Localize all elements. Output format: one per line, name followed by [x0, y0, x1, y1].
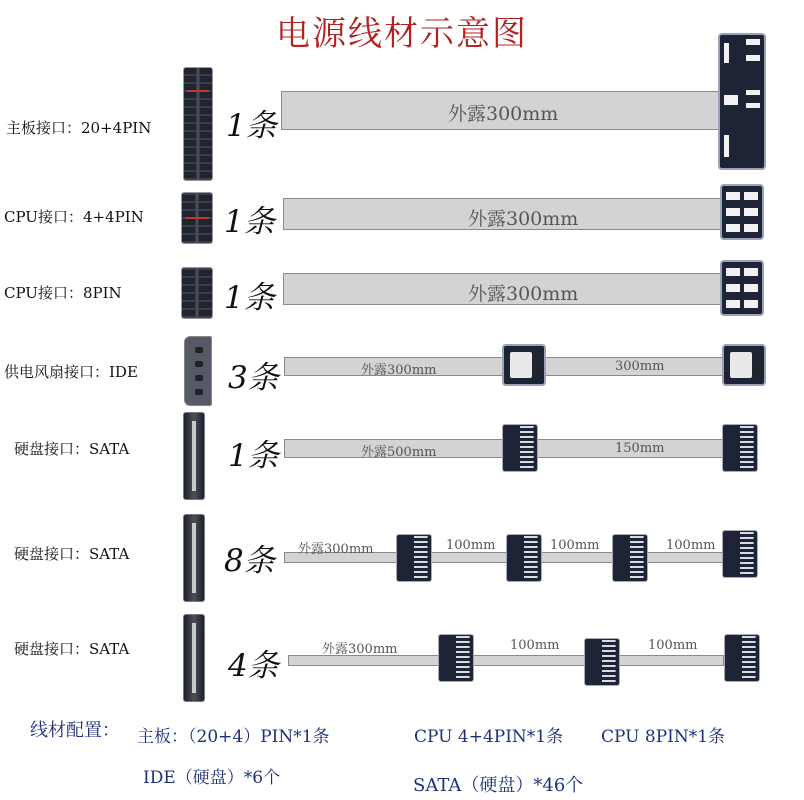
cable-bar: [283, 198, 723, 230]
sata-plug-icon: [438, 634, 474, 682]
molex-connector-icon: [184, 336, 212, 406]
cable-count: 1条: [224, 280, 275, 316]
config-item: CPU 4+4PIN*1条: [414, 727, 564, 747]
config-heading: 线材配置：: [30, 720, 120, 741]
sata-plug-icon: [722, 424, 758, 472]
page-title: 电源线材示意图: [276, 14, 528, 54]
cpu-8pin-connector-icon: [181, 267, 213, 319]
cpu-plug-icon: [720, 184, 764, 240]
cpu-8pin-plug-icon: [720, 260, 764, 316]
segment-label: 外露300mm: [361, 363, 437, 378]
atx-connector-icon: [183, 67, 213, 181]
cable-bar: [281, 91, 721, 130]
cable-bar: [283, 273, 723, 305]
cable-count: 3条: [228, 360, 279, 396]
segment-label: 100mm: [550, 538, 600, 553]
config-item: IDE（硬盘）*6个: [143, 768, 281, 788]
segment-label: 100mm: [666, 538, 716, 553]
config-item: SATA（硬盘）*46个: [413, 775, 584, 796]
segment-label: 100mm: [446, 538, 496, 553]
cable-count: 1条: [228, 438, 279, 474]
cpu-connector-icon: [181, 192, 213, 244]
segment-label: 外露500mm: [361, 445, 437, 460]
sata-plug-icon: [396, 534, 432, 582]
atx-plug-icon: [718, 33, 766, 170]
latch-mark-icon: [187, 90, 209, 92]
ide-plug-icon: [502, 344, 546, 386]
cable-count: 1条: [224, 204, 275, 240]
segment-label: 外露300mm: [322, 642, 398, 657]
segment-label: 100mm: [648, 638, 698, 653]
row-label: 硬盘接口：SATA: [14, 440, 130, 458]
sata-plug-icon: [722, 530, 758, 578]
segment-label: 外露300mm: [298, 542, 374, 557]
sata-plug-icon: [506, 534, 542, 582]
cable-count: 1条: [226, 108, 277, 144]
sata-connector-icon: [183, 514, 205, 602]
cable-count: 8条: [224, 543, 275, 579]
config-item: 主板：（20+4）PIN*1条: [137, 727, 330, 747]
cable-count: 4条: [228, 648, 279, 684]
segment-label: 外露300mm: [468, 208, 579, 230]
row-label: 供电风扇接口：IDE: [4, 363, 138, 381]
row-label: 硬盘接口：SATA: [14, 640, 130, 658]
sata-plug-icon: [724, 634, 760, 682]
row-label: 硬盘接口：SATA: [14, 545, 130, 563]
config-item: CPU 8PIN*1条: [601, 727, 726, 747]
row-label: 主板接口：20+4PIN: [6, 119, 152, 137]
sata-plug-icon: [502, 424, 538, 472]
sata-plug-icon: [584, 638, 620, 686]
segment-label: 150mm: [615, 441, 665, 456]
segment-label: 外露300mm: [468, 283, 579, 305]
sata-connector-icon: [183, 412, 205, 500]
sata-connector-icon: [183, 614, 205, 702]
latch-mark-icon: [185, 217, 209, 219]
segment-label: 100mm: [510, 638, 560, 653]
segment-label: 外露300mm: [448, 103, 559, 125]
ide-plug-icon: [722, 344, 766, 386]
row-label: CPU接口：4+4PIN: [4, 208, 144, 226]
row-label: CPU接口：8PIN: [4, 284, 122, 302]
segment-label: 300mm: [615, 359, 665, 374]
sata-plug-icon: [612, 534, 648, 582]
